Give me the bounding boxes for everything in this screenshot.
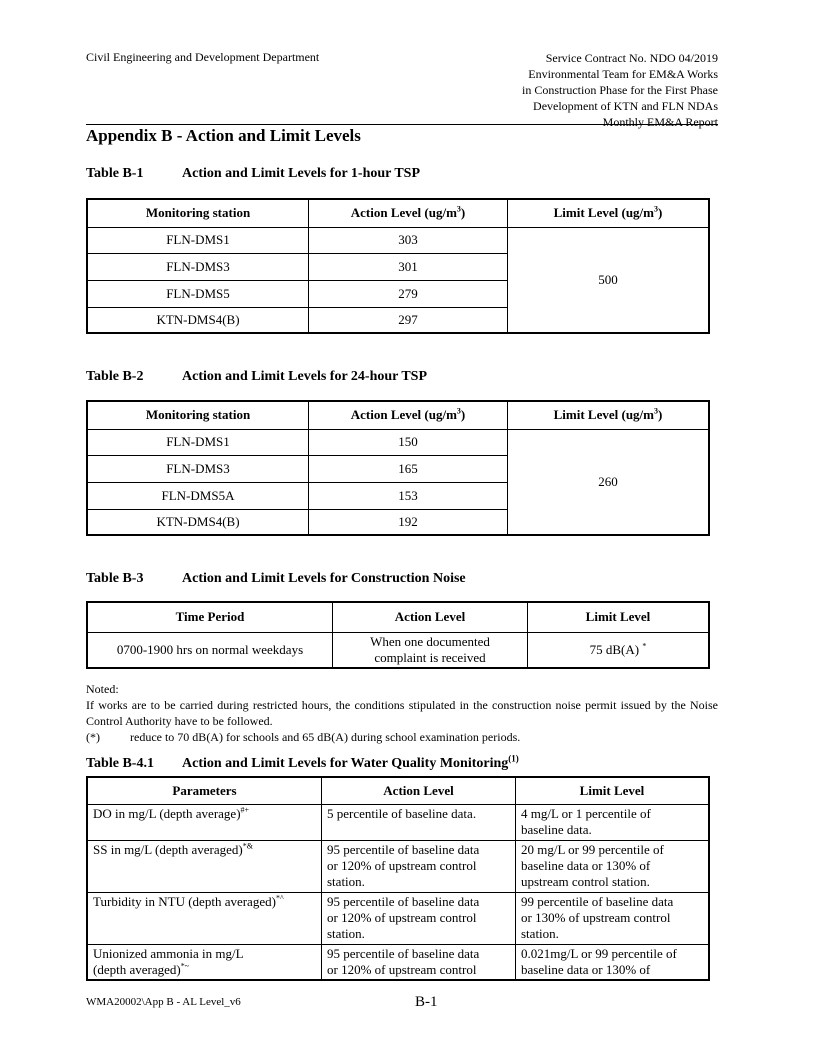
column-header: Time Period (87, 602, 333, 632)
limit-level-cell: 0.021mg/L or 99 percentile of baseline data or 130% of (516, 945, 710, 981)
table-b1 (86, 198, 710, 334)
action-level-cell: When one documented complaint is received (333, 632, 528, 668)
notes-footnote: (*) reduce to 70 dB(A) for schools and 65 dB(A) during school examination periods. (86, 730, 521, 744)
station-cell: FLN-DMS1 (87, 227, 309, 253)
page-title: Appendix B - Action and Limit Levels (86, 126, 361, 145)
limit-level-cell: 99 percentile of baseline data or 130% of upstream control station. (516, 893, 710, 945)
action-level-cell: 301 (309, 253, 508, 280)
table-number: Table B-1 (86, 166, 144, 181)
table-row (87, 945, 709, 981)
table-row (87, 893, 709, 945)
action-level-cell: 297 (309, 307, 508, 333)
column-header: Monitoring station (87, 401, 309, 429)
table-title: Action and Limit Levels for Construction Noise (182, 571, 466, 586)
header-rule (86, 124, 718, 125)
column-header: Action Level (333, 602, 528, 632)
footer-file-path: WMA20002\App B - AL Level_v6 (86, 996, 241, 1008)
table-b1-caption (86, 166, 420, 182)
table-row (87, 841, 709, 893)
action-level-cell: 95 percentile of baseline data or 120% of upstream control (322, 945, 516, 981)
parameter-cell: Turbidity in NTU (depth averaged)*^ (87, 893, 322, 945)
header-contract-info (522, 50, 718, 130)
header-line: Service Contract No. NDO 04/2019 (545, 51, 718, 65)
station-cell: FLN-DMS5 (87, 280, 309, 307)
table-row (87, 632, 709, 668)
parameter-cell: SS in mg/L (depth averaged)*& (87, 841, 322, 893)
action-level-cell: 5 percentile of baseline data. (322, 805, 516, 841)
time-period-cell: 0700-1900 hrs on normal weekdays (87, 632, 333, 668)
column-header: Limit Level $(ug/m^3)$ (508, 401, 710, 429)
table-number: Table B-3 (86, 571, 144, 586)
column-header: Action Level (322, 777, 516, 805)
action-level-cell: 153 (309, 482, 508, 509)
column-header: Monitoring station (87, 199, 309, 227)
column-header: Action Level $(ug/m^3)$ (309, 199, 508, 227)
table-number: Table B-2 (86, 369, 144, 384)
column-header: Limit Level (516, 777, 710, 805)
limit-level-cell: 20 mg/L or 99 percentile of baseline data or 130% of upstream control station. (516, 841, 710, 893)
parameter-cell: DO in mg/L (depth average)#+ (87, 805, 322, 841)
header-department: Civil Engineering and Development Department (86, 50, 320, 64)
limit-level-cell: 4 mg/L or 1 percentile of baseline data. (516, 805, 710, 841)
action-level-cell: 279 (309, 280, 508, 307)
station-cell: KTN-DMS4(B) (87, 509, 309, 535)
station-cell: FLN-DMS1 (87, 429, 309, 455)
station-cell: FLN-DMS5A (87, 482, 309, 509)
column-header: Limit Level (528, 602, 710, 632)
notes-text: If works are to be carried during restricted hours, the conditions stipulated in the construction noise permit issued by the Noise Control Authority have to be followed. (86, 698, 718, 728)
header-line: in Construction Phase for the First Phase (522, 83, 718, 97)
limit-level-cell: 260 (508, 429, 710, 535)
action-level-cell: 150 (309, 429, 508, 455)
limit-level-cell: 75 dB(A) * (528, 632, 710, 668)
page-number: B-1 (415, 994, 438, 1010)
table-b3-caption (86, 571, 466, 587)
station-cell: FLN-DMS3 (87, 455, 309, 482)
limit-level-cell: 500 (508, 227, 710, 333)
table-title: Action and Limit Levels for 1-hour TSP (182, 166, 421, 181)
table-b41-caption: Table B-4.1 Action and Limit Levels for Water Quality Monitoring$^{(1)}$ (86, 753, 519, 771)
table-row (87, 227, 709, 253)
column-header: Limit Level $(ug/m^3)$ (508, 199, 710, 227)
action-level-cell: 95 percentile of baseline data or 120% of upstream control station. (322, 841, 516, 893)
table-title: Action and Limit Levels for Water Quality Monitoring (182, 756, 509, 771)
notes-label: Noted: (86, 682, 119, 696)
table-b2 (86, 400, 710, 536)
action-level-cell: 303 (309, 227, 508, 253)
table-notes (86, 681, 718, 745)
table-b3 (86, 601, 710, 669)
table-b2-caption (86, 369, 427, 385)
table-title: Action and Limit Levels for 24-hour TSP (182, 369, 428, 384)
station-cell: FLN-DMS3 (87, 253, 309, 280)
table-row (87, 429, 709, 455)
header-line: Environmental Team for EM&A Works (528, 67, 718, 81)
column-header: Parameters (87, 777, 322, 805)
table-row (87, 805, 709, 841)
action-level-cell: 192 (309, 509, 508, 535)
header-line: Monthly EM&A Report (602, 115, 718, 129)
column-header: Action Level $(ug/m^3)$ (309, 401, 508, 429)
station-cell: KTN-DMS4(B) (87, 307, 309, 333)
table-number: Table B-4.1 (86, 756, 154, 771)
action-level-cell: 95 percentile of baseline data or 120% of upstream control station. (322, 893, 516, 945)
parameter-cell: Unionized ammonia in mg/L (depth averaged)*~ (87, 945, 322, 981)
action-level-cell: 165 (309, 455, 508, 482)
table-b41 (86, 776, 710, 981)
header-line: Development of KTN and FLN NDAs (533, 99, 718, 113)
